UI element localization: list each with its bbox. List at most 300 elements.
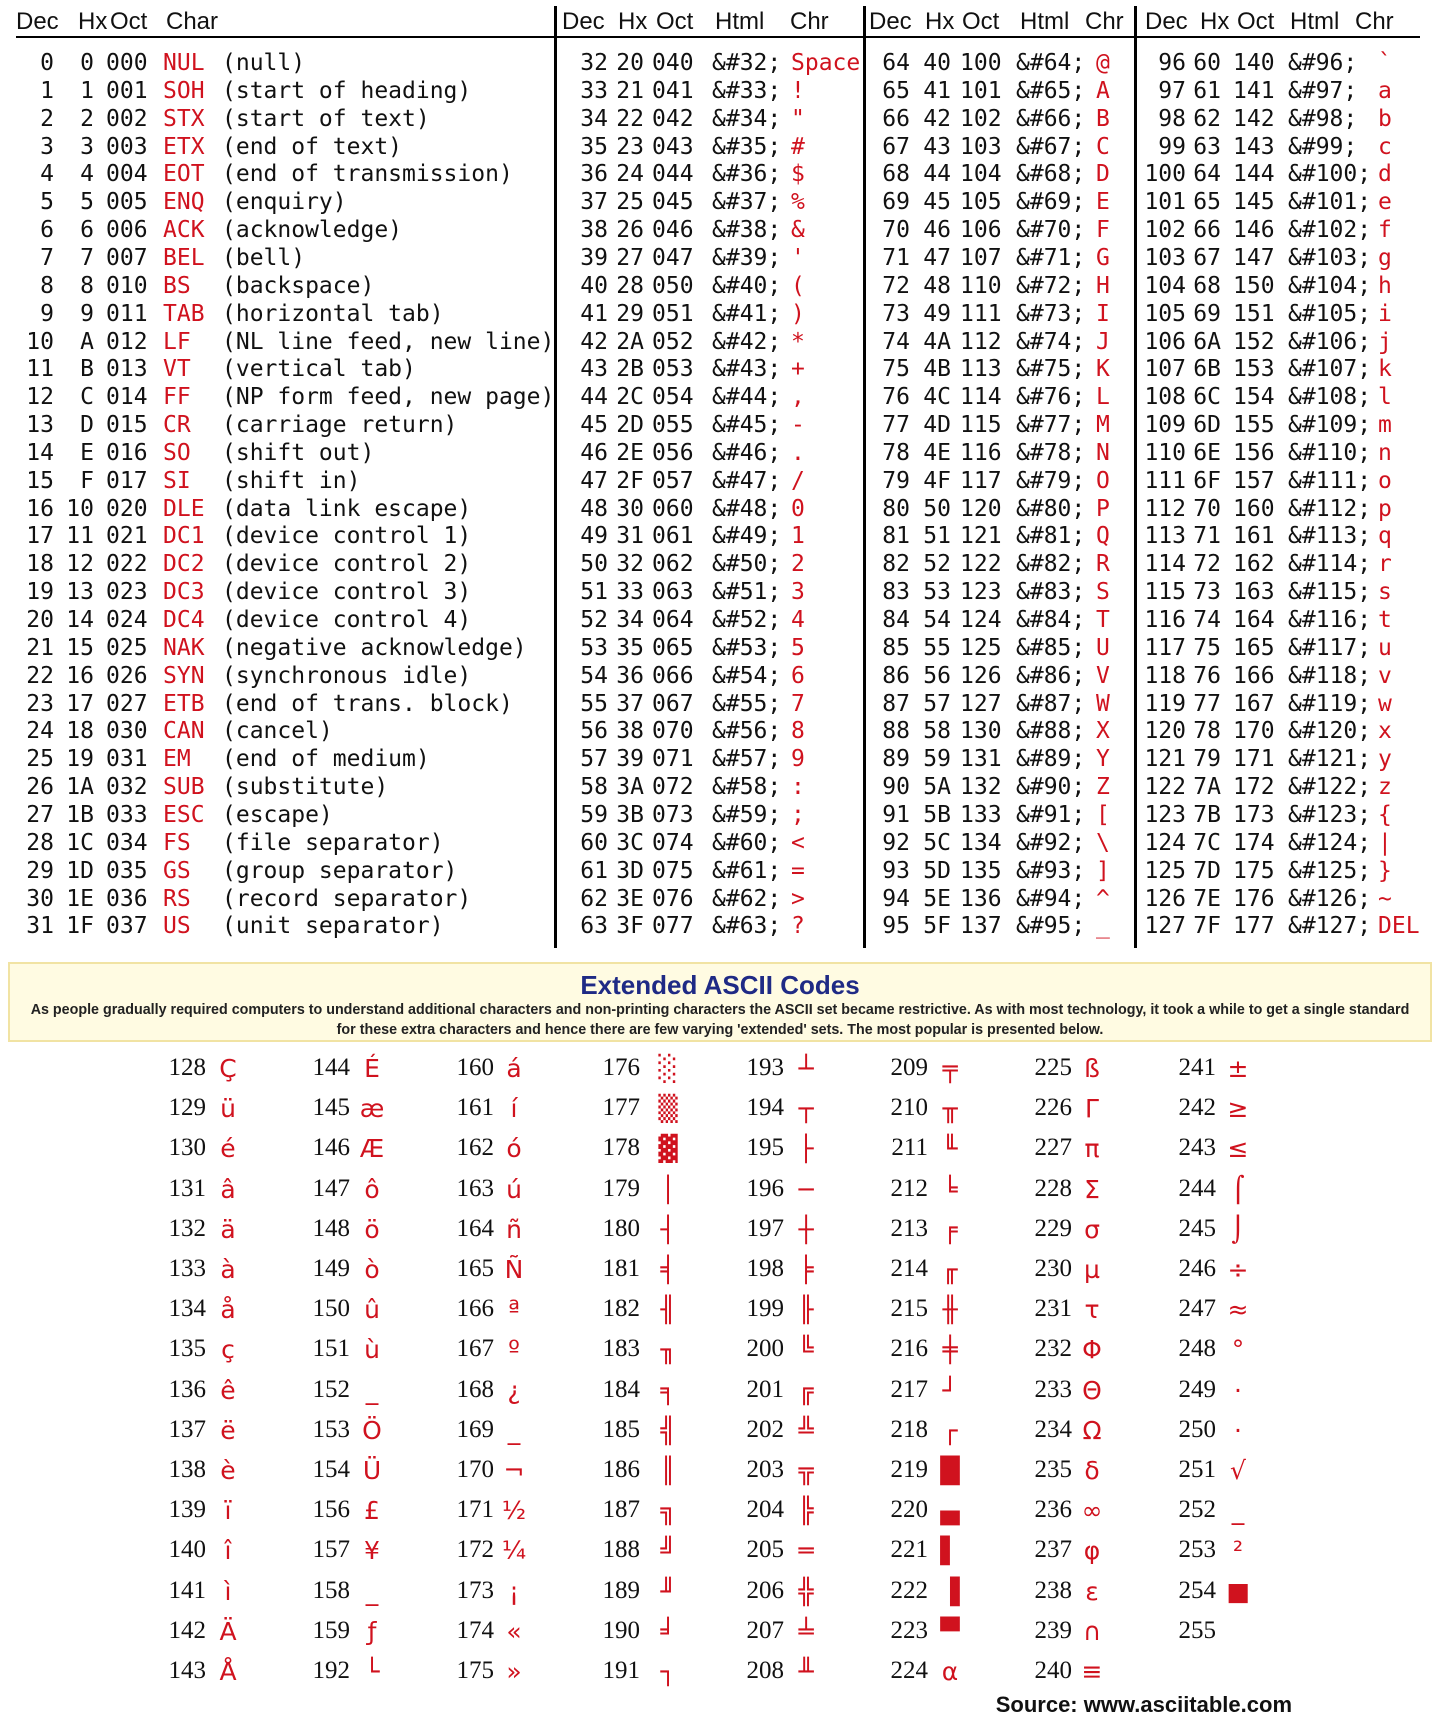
char-cell: % (791, 189, 805, 216)
extended-char: Φ (1082, 1335, 1102, 1365)
html-entity-cell: &#75; (1016, 356, 1086, 383)
char-description-cell: (unit separator) (222, 913, 444, 940)
char-cell: B (1096, 105, 1110, 132)
char-cell: = (791, 857, 805, 884)
dec-cell: 51 (580, 579, 608, 606)
char-cell: ( (791, 272, 805, 299)
dec-cell: 83 (882, 579, 910, 606)
hex-cell: 5E (923, 885, 951, 912)
html-entity-cell: &#51; (712, 579, 782, 606)
oct-cell: 154 (1233, 384, 1275, 411)
column-divider-1 (554, 6, 557, 948)
char-cell: , (791, 384, 805, 411)
dec-cell: 108 (1144, 384, 1186, 411)
hex-cell: 7B (1193, 801, 1221, 828)
dec-cell: 74 (882, 328, 910, 355)
extended-char: Ö (362, 1415, 382, 1445)
extended-char: ô (364, 1174, 380, 1204)
dec-cell: 84 (882, 607, 910, 633)
dec-cell: 5 (40, 189, 54, 216)
hex-cell: 7D (1193, 857, 1221, 884)
oct-cell: 141 (1233, 77, 1275, 104)
html-entity-cell: &#115; (1288, 579, 1372, 606)
extended-char: ╜ (660, 1576, 676, 1606)
extended-char: ╓ (942, 1255, 958, 1284)
extended-char: ÷ (1227, 1255, 1249, 1284)
dec-cell: 1 (40, 77, 54, 104)
oct-cell: 136 (960, 885, 1002, 912)
char-cell: DEL (1378, 913, 1420, 940)
hex-cell: F (80, 467, 94, 494)
oct-cell: 152 (1233, 328, 1275, 355)
dec-cell: 115 (1144, 579, 1186, 606)
extended-code: 202 (746, 1415, 784, 1443)
hex-cell: 3 (80, 133, 94, 160)
oct-cell: 161 (1233, 523, 1275, 550)
extended-code: 162 (456, 1134, 494, 1162)
extended-char: █ (940, 1456, 960, 1485)
char-cell: 0 (791, 495, 805, 522)
extended-code: 191 (602, 1657, 640, 1684)
extended-char: ╣ (660, 1415, 676, 1445)
dec-cell: 67 (882, 133, 910, 160)
hex-cell: 22 (616, 105, 644, 132)
extended-char: ▀ (940, 1616, 960, 1646)
html-entity-cell: &#107; (1288, 356, 1372, 383)
oct-cell: 137 (960, 913, 1002, 940)
oct-cell: 073 (652, 801, 694, 828)
html-entity-cell: &#93; (1016, 857, 1086, 884)
header-oct-2: Oct (656, 8, 694, 35)
extended-code: 171 (456, 1496, 494, 1524)
char-abbrev-cell: EOT (163, 161, 205, 188)
dec-cell: 118 (1144, 662, 1186, 689)
extended-code: 161 (456, 1094, 494, 1122)
char-cell: a (1378, 77, 1392, 104)
dec-cell: 98 (1158, 105, 1186, 132)
hex-cell: 6A (1193, 328, 1221, 355)
extended-code: 182 (602, 1295, 640, 1323)
extended-char: ò (364, 1255, 380, 1284)
char-description-cell: (end of text) (222, 133, 403, 160)
header-dec-3: Dec (869, 8, 912, 35)
header-char-1: Char (166, 8, 219, 35)
char-cell: i (1378, 300, 1392, 327)
extended-char: Ω (1082, 1415, 1102, 1445)
oct-cell: 100 (960, 50, 1002, 76)
html-entity-cell: &#97; (1288, 77, 1358, 104)
oct-cell: 166 (1233, 662, 1275, 689)
char-abbrev-cell: FF (163, 384, 191, 411)
oct-cell: 114 (960, 384, 1002, 411)
char-description-cell: (record separator) (222, 885, 472, 912)
oct-cell: 057 (652, 467, 694, 494)
char-description-cell: (bell) (222, 244, 306, 271)
extended-code: 128 (168, 1054, 206, 1081)
dec-cell: 47 (580, 467, 608, 494)
extended-code: 239 (1034, 1616, 1072, 1644)
dec-cell: 121 (1144, 746, 1186, 773)
extended-char: ╢ (660, 1295, 676, 1325)
extended-code: 165 (456, 1255, 494, 1282)
html-entity-cell: &#121; (1288, 746, 1372, 773)
char-cell: & (791, 217, 805, 244)
html-entity-cell: &#91; (1016, 801, 1086, 828)
oct-cell: 143 (1233, 133, 1275, 160)
dec-cell: 50 (580, 551, 608, 578)
extended-char: ╪ (942, 1335, 958, 1365)
hex-cell: 62 (1193, 105, 1221, 132)
extended-code: 190 (602, 1616, 640, 1644)
oct-cell: 101 (960, 77, 1002, 104)
hex-cell: 6B (1193, 356, 1221, 383)
oct-cell: 116 (960, 439, 1002, 466)
dec-cell: 2 (40, 105, 54, 132)
hex-cell: 1 (80, 77, 94, 104)
oct-cell: 015 (106, 412, 148, 439)
char-description-cell: (shift in) (222, 467, 361, 494)
html-entity-cell: &#92; (1016, 829, 1086, 856)
extended-code: 252 (1178, 1496, 1216, 1524)
extended-char: │ (660, 1174, 676, 1204)
extended-char: ⌠ (1231, 1174, 1245, 1204)
html-entity-cell: &#74; (1016, 328, 1086, 355)
dec-cell: 7 (40, 244, 54, 271)
html-entity-cell: &#110; (1288, 439, 1372, 466)
char-cell: j (1378, 328, 1392, 355)
html-entity-cell: &#65; (1016, 77, 1086, 104)
dec-cell: 126 (1144, 885, 1186, 912)
oct-cell: 051 (652, 300, 694, 327)
oct-cell: 013 (106, 356, 148, 383)
hex-cell: 12 (66, 551, 94, 578)
oct-cell: 007 (106, 244, 148, 271)
html-entity-cell: &#79; (1016, 467, 1086, 494)
char-abbrev-cell: DC4 (163, 607, 205, 633)
extended-code: 170 (456, 1456, 494, 1483)
oct-cell: 077 (652, 913, 694, 940)
extended-char: ┬ (798, 1094, 814, 1124)
char-cell: 3 (791, 579, 805, 606)
oct-cell: 043 (652, 133, 694, 160)
html-entity-cell: &#37; (712, 189, 782, 216)
dec-cell: 26 (26, 774, 54, 801)
char-cell: * (791, 328, 805, 355)
char-description-cell: (acknowledge) (222, 217, 403, 244)
oct-cell: 033 (106, 801, 148, 828)
char-abbrev-cell: ETB (163, 690, 205, 717)
dec-cell: 4 (40, 161, 54, 188)
html-entity-cell: &#99; (1288, 133, 1358, 160)
dec-cell: 61 (580, 857, 608, 884)
header-oct-4: Oct (1237, 8, 1275, 35)
html-entity-cell: &#118; (1288, 662, 1372, 689)
char-abbrev-cell: DC3 (163, 579, 205, 606)
char-description-cell: (backspace) (222, 272, 375, 299)
hex-cell: 6E (1193, 439, 1221, 466)
dec-cell: 40 (580, 272, 608, 299)
extended-code: 131 (168, 1174, 206, 1202)
oct-cell: 027 (106, 690, 148, 717)
oct-cell: 162 (1233, 551, 1275, 578)
extended-char: ¿ (507, 1375, 521, 1405)
char-cell: o (1378, 467, 1392, 494)
extended-char: ■ (1226, 1576, 1250, 1606)
dec-cell: 56 (580, 718, 608, 745)
extended-code: 210 (890, 1094, 928, 1122)
html-entity-cell: &#101; (1288, 189, 1372, 216)
oct-cell: 164 (1233, 607, 1275, 633)
html-entity-cell: &#71; (1016, 244, 1086, 271)
html-entity-cell: &#47; (712, 467, 782, 494)
char-cell: t (1378, 607, 1392, 633)
hex-cell: E (80, 439, 94, 466)
char-cell: Q (1096, 523, 1110, 550)
extended-char: ¬ (503, 1456, 525, 1485)
extended-char: ▒ (658, 1094, 678, 1124)
extended-char: π (1084, 1134, 1100, 1164)
html-entity-cell: &#60; (712, 829, 782, 856)
hex-cell: 30 (616, 495, 644, 522)
extended-code: 186 (602, 1456, 640, 1483)
char-description-cell: (NL line feed, new line) (222, 328, 555, 355)
html-entity-cell: &#67; (1016, 133, 1086, 160)
extended-char: ╔ (798, 1375, 814, 1405)
dec-cell: 28 (26, 829, 54, 856)
oct-cell: 153 (1233, 356, 1275, 383)
extended-code: 238 (1034, 1576, 1072, 1604)
oct-cell: 121 (960, 523, 1002, 550)
char-description-cell: (device control 2) (222, 551, 472, 578)
dec-cell: 42 (580, 328, 608, 355)
hex-cell: 4D (923, 412, 951, 439)
html-entity-cell: &#33; (712, 77, 782, 104)
header-hx-3: Hx (925, 8, 955, 35)
oct-cell: 064 (652, 607, 694, 633)
extended-char: è (220, 1456, 236, 1485)
char-description-cell: (device control 3) (222, 579, 472, 606)
hex-cell: 47 (923, 244, 951, 271)
dec-cell: 20 (26, 607, 54, 633)
oct-cell: 171 (1233, 746, 1275, 773)
extended-code: 209 (890, 1054, 928, 1081)
extended-code: 212 (890, 1174, 928, 1202)
dec-cell: 105 (1144, 300, 1186, 327)
extended-char: à (220, 1255, 236, 1284)
hex-cell: 65 (1193, 189, 1221, 216)
dec-cell: 87 (882, 690, 910, 717)
header-html-2: Html (715, 8, 765, 35)
oct-cell: 151 (1233, 300, 1275, 327)
dec-cell: 3 (40, 133, 54, 160)
char-cell: | (1378, 829, 1392, 856)
char-description-cell: (device control 4) (222, 607, 472, 633)
oct-cell: 131 (960, 746, 1002, 773)
html-entity-cell: &#109; (1288, 412, 1372, 439)
extended-code: 181 (602, 1255, 640, 1282)
char-cell: 9 (791, 746, 805, 773)
oct-cell: 066 (652, 662, 694, 689)
extended-char: ╬ (798, 1576, 814, 1606)
extended-code: 183 (602, 1335, 640, 1363)
extended-code: 231 (1034, 1295, 1072, 1323)
source-credit: Source: www.asciitable.com (995, 1692, 1292, 1717)
dec-cell: 101 (1144, 189, 1186, 216)
hex-cell: D (80, 412, 94, 439)
extended-code: 143 (168, 1657, 206, 1684)
char-description-cell: (null) (222, 50, 306, 76)
char-description-cell: (start of heading) (222, 77, 472, 104)
html-entity-cell: &#54; (712, 662, 782, 689)
extended-code: 198 (746, 1255, 784, 1282)
html-entity-cell: &#88; (1016, 718, 1086, 745)
extended-char: û (364, 1295, 380, 1325)
extended-code: 135 (168, 1335, 206, 1363)
char-abbrev-cell: RS (163, 885, 191, 912)
oct-cell: 074 (652, 829, 694, 856)
hex-cell: 20 (616, 50, 644, 76)
hex-cell: 4C (923, 384, 951, 411)
html-entity-cell: &#124; (1288, 829, 1372, 856)
dec-cell: 94 (882, 885, 910, 912)
extended-char: ╚ (798, 1335, 814, 1365)
html-entity-cell: &#113; (1288, 523, 1372, 550)
extended-code: 205 (746, 1536, 784, 1564)
dec-cell: 18 (26, 551, 54, 578)
dec-cell: 64 (882, 50, 910, 76)
oct-cell: 054 (652, 384, 694, 411)
extended-code: 224 (890, 1657, 928, 1684)
extended-code: 195 (746, 1134, 784, 1162)
dec-cell: 45 (580, 412, 608, 439)
extended-code: 197 (746, 1214, 784, 1242)
hex-cell: 9 (80, 300, 94, 327)
html-entity-cell: &#95; (1016, 913, 1086, 940)
hex-cell: 50 (923, 495, 951, 522)
char-abbrev-cell: EM (163, 746, 191, 773)
dec-cell: 12 (26, 384, 54, 411)
char-cell: 2 (791, 551, 805, 578)
oct-cell: 011 (106, 300, 148, 327)
html-entity-cell: &#114; (1288, 551, 1372, 578)
oct-cell: 046 (652, 217, 694, 244)
extended-char: ä (220, 1214, 236, 1244)
html-entity-cell: &#45; (712, 412, 782, 439)
extended-char: ╝ (660, 1536, 676, 1566)
header-underline (16, 36, 1420, 38)
html-entity-cell: &#98; (1288, 105, 1358, 132)
hex-cell: 79 (1193, 746, 1221, 773)
html-entity-cell: &#125; (1288, 857, 1372, 884)
html-entity-cell: &#78; (1016, 439, 1086, 466)
dec-cell: 114 (1144, 551, 1186, 578)
dec-cell: 90 (882, 774, 910, 801)
hex-cell: 48 (923, 272, 951, 299)
char-cell: E (1096, 189, 1110, 216)
char-abbrev-cell: FS (163, 829, 191, 856)
html-entity-cell: &#82; (1016, 551, 1086, 578)
hex-cell: B (80, 356, 94, 383)
html-entity-cell: &#89; (1016, 746, 1086, 773)
dec-cell: 68 (882, 161, 910, 188)
extended-code: 235 (1034, 1456, 1072, 1483)
oct-cell: 061 (652, 523, 694, 550)
hex-cell: 39 (616, 746, 644, 773)
hex-cell: 2 (80, 105, 94, 132)
dec-cell: 15 (26, 467, 54, 494)
oct-cell: 110 (960, 272, 1002, 299)
html-entity-cell: &#41; (712, 300, 782, 327)
oct-cell: 035 (106, 857, 148, 884)
hex-cell: 42 (923, 105, 951, 132)
hex-cell: 5A (923, 774, 951, 801)
char-cell: ; (791, 801, 805, 828)
dec-cell: 110 (1144, 439, 1186, 466)
oct-cell: 103 (960, 133, 1002, 160)
char-cell: + (791, 356, 805, 383)
dec-cell: 88 (882, 718, 910, 745)
char-abbrev-cell: ENQ (163, 189, 205, 216)
dec-cell: 112 (1144, 495, 1186, 522)
oct-cell: 130 (960, 718, 1002, 745)
dec-cell: 11 (26, 356, 54, 383)
oct-cell: 021 (106, 523, 148, 550)
extended-char: ε (1085, 1576, 1099, 1606)
char-cell: ~ (1378, 885, 1392, 912)
extended-code: 138 (168, 1456, 206, 1483)
extended-char: ≡ (1081, 1657, 1103, 1686)
html-entity-cell: &#117; (1288, 634, 1372, 661)
extended-char: φ (1083, 1536, 1101, 1566)
char-cell: M (1096, 412, 1110, 439)
hex-cell: 75 (1193, 634, 1221, 661)
dec-cell: 63 (580, 913, 608, 940)
hex-cell: 6D (1193, 412, 1221, 439)
extended-char: ┼ (798, 1214, 814, 1244)
html-entity-cell: &#42; (712, 328, 782, 355)
html-entity-cell: &#35; (712, 133, 782, 160)
extended-code: 168 (456, 1375, 494, 1403)
extended-char: ▄ (940, 1496, 960, 1526)
dec-cell: 80 (882, 495, 910, 522)
char-cell: J (1096, 328, 1110, 355)
extended-char: ┘ (942, 1375, 958, 1405)
extended-code: 233 (1034, 1375, 1072, 1403)
char-cell: O (1096, 467, 1110, 494)
oct-cell: 037 (106, 913, 148, 940)
oct-cell: 065 (652, 634, 694, 661)
oct-cell: 113 (960, 356, 1002, 383)
char-cell: Y (1096, 746, 1110, 773)
extended-code: 173 (456, 1576, 494, 1604)
char-cell: y (1378, 746, 1392, 773)
html-entity-cell: &#69; (1016, 189, 1086, 216)
dec-cell: 8 (40, 272, 54, 299)
oct-cell: 062 (652, 551, 694, 578)
hex-cell: 7E (1193, 885, 1221, 912)
hex-cell: 18 (66, 718, 94, 745)
html-entity-cell: &#70; (1016, 217, 1086, 244)
dec-cell: 99 (1158, 133, 1186, 160)
hex-cell: 2D (616, 412, 644, 439)
extended-char: ¥ (364, 1536, 380, 1566)
extended-char: α (941, 1657, 959, 1686)
html-entity-cell: &#32; (712, 50, 782, 76)
char-description-cell: (horizontal tab) (222, 300, 444, 327)
extended-char: ─ (798, 1174, 814, 1204)
oct-cell: 005 (106, 189, 148, 216)
char-description-cell: (end of medium) (222, 746, 430, 773)
